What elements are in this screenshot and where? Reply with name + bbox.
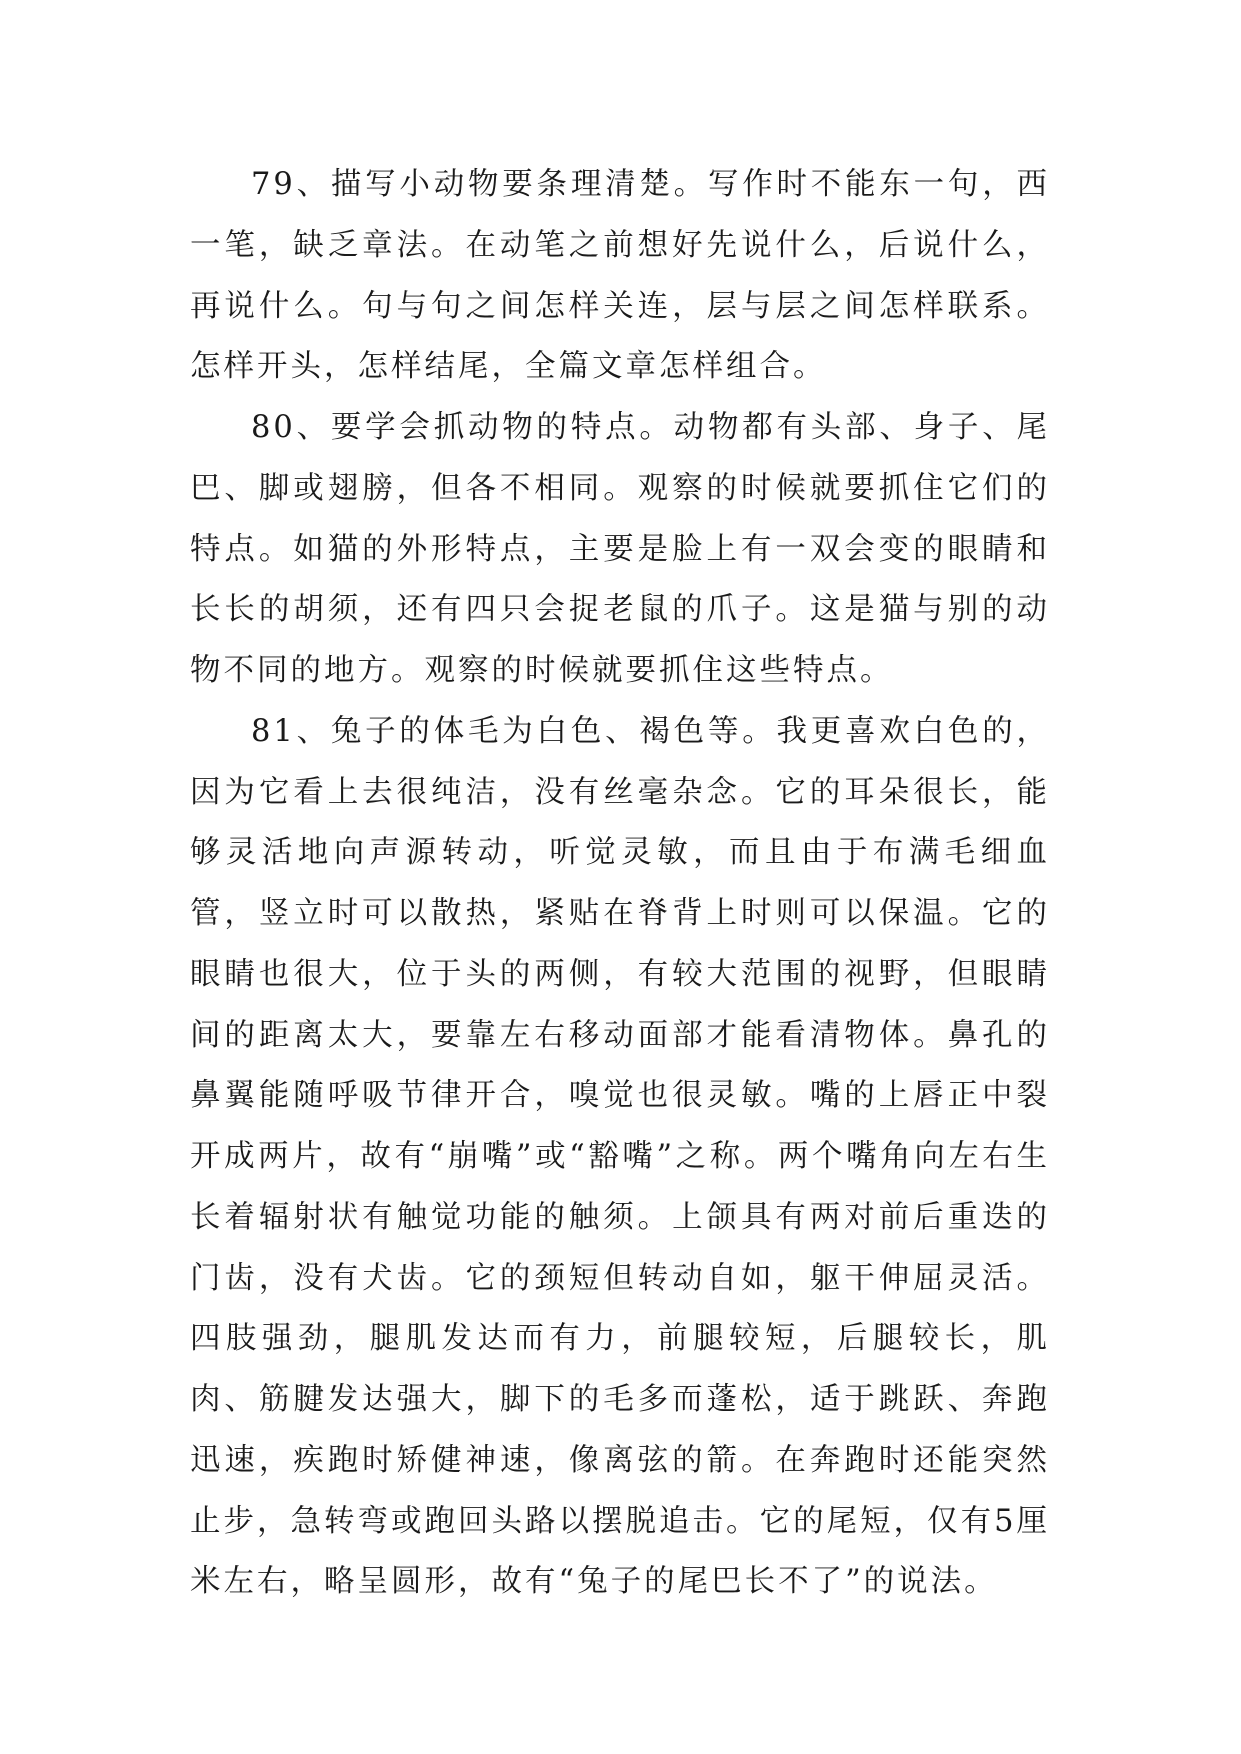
paragraph-79: 79、描写小动物要条理清楚。写作时不能东一句，西一笔，缺乏章法。在动笔之前想好先说什么，后说什么，再说什么。句与句之间怎样关连，层与层之间怎样联系。怎样开头，怎样结尾，全篇文章怎样组合。 (190, 167, 1050, 385)
paragraph-81: 81、兔子的体毛为白色、褐色等。我更喜欢白色的，因为它看上去很纯洁，没有丝毫杂念。它的耳朵很长，能够灵活地向声源转动，听觉灵敏，而且由于布满毛细血管，竖立时可以散热，紧贴在脊背上时则可以保温。它的眼睛也很大，位于头的两侧，有较大范围的视野，但眼睛间的距离太大，要靠左右移动面部才能看清物体。鼻孔的鼻翼能随呼吸节律开合，嗅觉也很灵敏。嘴的上唇正中裂开成两片，故有“崩嘴”或“豁嘴”之称。两个嘴角向左右生长着辐射状有触觉功能的触须。上颌具有两对前后重迭的门齿，没有犬齿。它的颈短但转动自如，躯干伸屈灵活。四肢强劲，腿肌发达而有力，前腿较短，后腿较长，肌肉、筋腱发达强大，脚下的毛多而蓬松，适于跳跃、奔跑迅速，疾跑时矫健神速，像离弦的箭。在奔跑时还能突然止步，急转弯或跑回头路以摆脱追击。它的尾短，仅有5厘米左右，略呈圆形，故有“兔子的尾巴长不了”的说法。 (190, 713, 1050, 1600)
paragraph-80: 80、要学会抓动物的特点。动物都有头部、身子、尾巴、脚或翅膀，但各不相同。观察的时候就要抓住它们的特点。如猫的外形特点，主要是脸上有一双会变的眼睛和长长的胡须，还有四只会捉老鼠的爪子。这是猫与别的动物不同的地方。观察的时候就要抓住这些特点。 (190, 410, 1050, 688)
document-body (190, 155, 1050, 1613)
